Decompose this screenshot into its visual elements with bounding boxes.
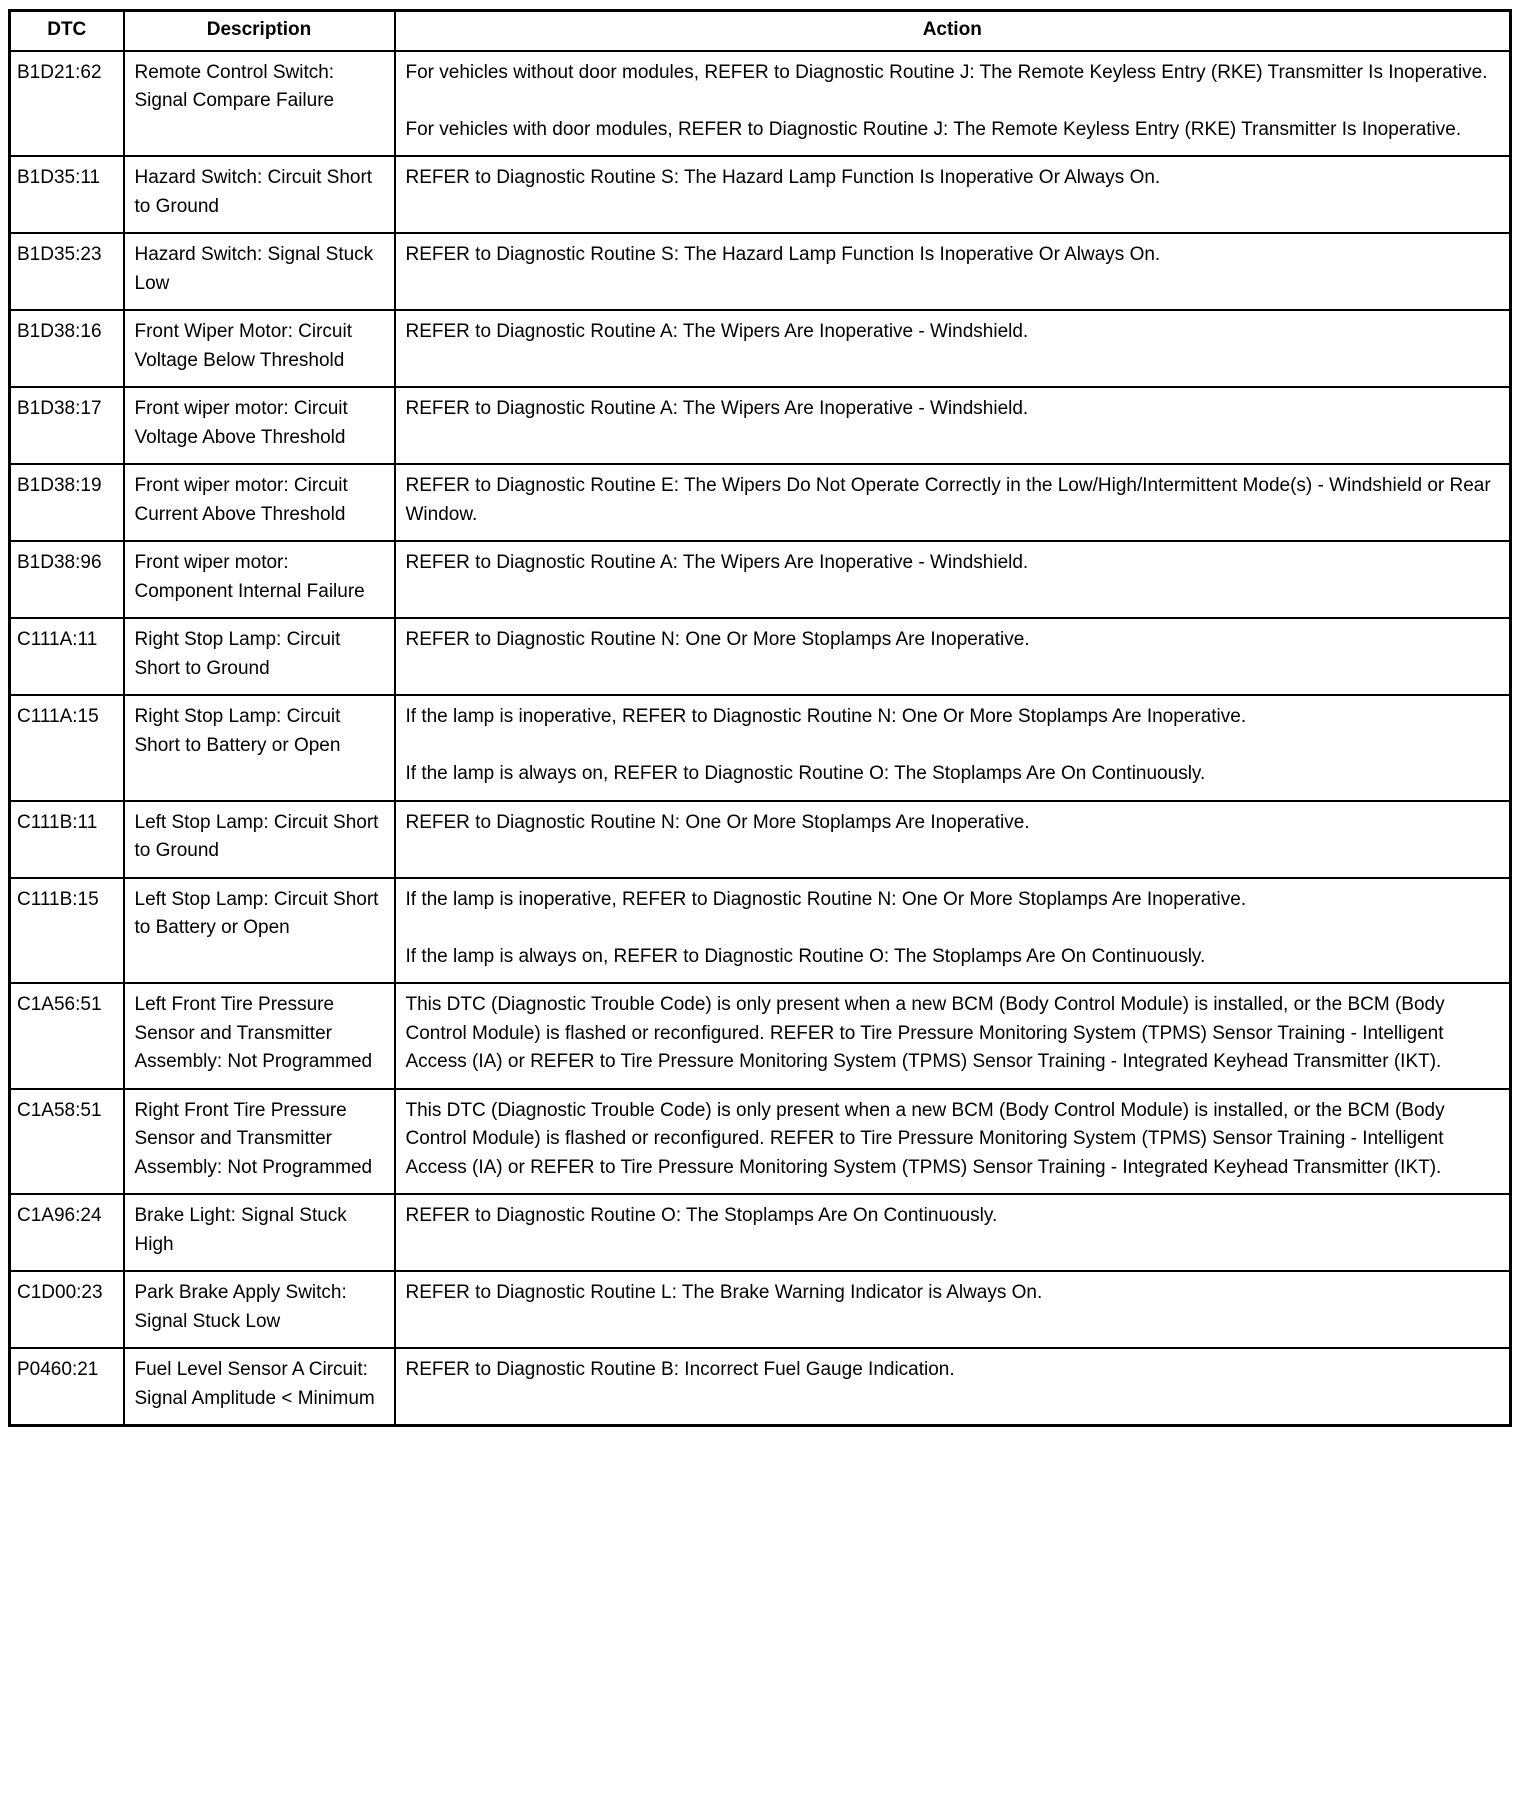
action-paragraph: This DTC (Diagnostic Trouble Code) is only present when a new BCM (Body Control Module) is installed, or the BCM (Body Control Module) is flashed or reconfigured. REFER to Tire Pressure Monitoring System (TPMS) Sensor Training - Intelligent Access (IA) or REFER to Tire Pressure Monitoring System (TPMS) Sensor Training - Integrated Keyhead Transmitter (IKT). [405,994,1445,1072]
dtc-code-cell: C111A:15 [10,695,124,801]
table-row [10,1194,1511,1271]
description-cell: Left Stop Lamp: Circuit Short to Battery or Open [124,878,395,984]
dtc-table [8,9,1512,1427]
action-cell [395,983,1511,1089]
column-header-description: Description [124,11,395,51]
action-paragraph: If the lamp is always on, REFER to Diagnostic Routine O: The Stoplamps Are On Continuously. [405,945,1206,967]
action-cell [395,233,1511,310]
action-paragraph: REFER to Diagnostic Routine E: The Wipers Do Not Operate Correctly in the Low/High/Intermittent Mode(s) - Windshield or Rear Window. [405,475,1491,525]
action-paragraph: REFER to Diagnostic Routine O: The Stoplamps Are On Continuously. [405,1205,998,1226]
table-row [10,156,1511,233]
dtc-code-cell: C1A56:51 [10,983,124,1089]
table-header-row [10,11,1511,51]
action-paragraph: For vehicles without door modules, REFER to Diagnostic Routine J: The Remote Keyless Entry (RKE) Transmitter Is Inoperative. [405,61,1488,83]
table-row [10,618,1511,695]
dtc-code-cell: C1A58:51 [10,1089,124,1195]
dtc-code-cell: C1D00:23 [10,1271,124,1348]
description-cell: Remote Control Switch: Signal Compare Failure [124,51,395,157]
action-paragraph: REFER to Diagnostic Routine A: The Wipers Are Inoperative - Windshield. [405,552,1029,573]
action-paragraph: REFER to Diagnostic Routine N: One Or More Stoplamps Are Inoperative. [405,629,1030,650]
action-cell [395,878,1511,984]
description-cell: Front wiper motor: Circuit Voltage Above Threshold [124,387,395,464]
action-paragraph: REFER to Diagnostic Routine S: The Hazard Lamp Function Is Inoperative Or Always On. [405,244,1161,265]
action-paragraph: If the lamp is always on, REFER to Diagnostic Routine O: The Stoplamps Are On Continuously. [405,763,1206,784]
action-paragraph: REFER to Diagnostic Routine S: The Hazard Lamp Function Is Inoperative Or Always On. [405,167,1161,188]
action-cell [395,1089,1511,1195]
description-cell: Hazard Switch: Signal Stuck Low [124,233,395,310]
description-cell: Brake Light: Signal Stuck High [124,1194,395,1271]
action-paragraph: REFER to Diagnostic Routine N: One Or More Stoplamps Are Inoperative. [405,811,1030,833]
dtc-code-cell: C111B:15 [10,878,124,984]
table-row [10,1348,1511,1426]
description-cell: Right Stop Lamp: Circuit Short to Battery or Open [124,695,395,801]
dtc-code-cell: B1D35:23 [10,233,124,310]
table-body [10,51,1511,1426]
table-row [10,695,1511,801]
description-cell: Front wiper motor: Component Internal Failure [124,541,395,618]
dtc-code-cell: C111A:11 [10,618,124,695]
table-row [10,1271,1511,1348]
dtc-code-cell: P0460:21 [10,1348,124,1426]
description-cell: Right Front Tire Pressure Sensor and Transmitter Assembly: Not Programmed [124,1089,395,1195]
description-cell: Front wiper motor: Circuit Current Above Threshold [124,464,395,541]
dtc-code-cell: B1D38:19 [10,464,124,541]
table-row [10,387,1511,464]
description-cell: Fuel Level Sensor A Circuit: Signal Amplitude < Minimum [124,1348,395,1426]
action-paragraph: If the lamp is inoperative, REFER to Diagnostic Routine N: One Or More Stoplamps Are Inoperative. [405,706,1247,727]
action-paragraph: REFER to Diagnostic Routine A: The Wipers Are Inoperative - Windshield. [405,321,1029,342]
action-cell [395,51,1511,157]
description-cell: Park Brake Apply Switch: Signal Stuck Low [124,1271,395,1348]
action-cell [395,618,1511,695]
description-cell: Right Stop Lamp: Circuit Short to Ground [124,618,395,695]
action-paragraph: If the lamp is inoperative, REFER to Diagnostic Routine N: One Or More Stoplamps Are Inoperative. [405,888,1247,910]
action-cell [395,695,1511,801]
table-row [10,1089,1511,1195]
column-header-dtc: DTC [10,11,124,51]
table-row [10,310,1511,387]
table-row [10,983,1511,1089]
description-cell: Front Wiper Motor: Circuit Voltage Below Threshold [124,310,395,387]
description-cell: Hazard Switch: Circuit Short to Ground [124,156,395,233]
dtc-code-cell: C1A96:24 [10,1194,124,1271]
table-row [10,233,1511,310]
action-cell [395,541,1511,618]
action-cell [395,1348,1511,1426]
dtc-code-cell: B1D21:62 [10,51,124,157]
dtc-code-cell: B1D38:17 [10,387,124,464]
action-cell [395,310,1511,387]
action-cell [395,1194,1511,1271]
dtc-code-cell: B1D38:16 [10,310,124,387]
column-header-action: Action [395,11,1511,51]
action-paragraph: REFER to Diagnostic Routine B: Incorrect Fuel Gauge Indication. [405,1359,955,1380]
action-paragraph: For vehicles with door modules, REFER to Diagnostic Routine J: The Remote Keyless Entry (RKE) Transmitter Is Inoperative. [405,118,1462,140]
dtc-code-cell: B1D38:96 [10,541,124,618]
action-cell [395,156,1511,233]
table-row [10,801,1511,878]
table-row [10,541,1511,618]
action-paragraph: This DTC (Diagnostic Trouble Code) is only present when a new BCM (Body Control Module) is installed, or the BCM (Body Control Module) is flashed or reconfigured. REFER to Tire Pressure Monitoring System (TPMS) Sensor Training - Intelligent Access (IA) or REFER to Tire Pressure Monitoring System (TPMS) Sensor Training - Integrated Keyhead Transmitter (IKT). [405,1099,1445,1178]
dtc-code-cell: B1D35:11 [10,156,124,233]
table-row [10,51,1511,157]
action-cell [395,464,1511,541]
action-cell [395,801,1511,878]
description-cell: Left Front Tire Pressure Sensor and Transmitter Assembly: Not Programmed [124,983,395,1089]
action-cell [395,387,1511,464]
table-row [10,878,1511,984]
table-row [10,464,1511,541]
action-cell [395,1271,1511,1348]
action-paragraph: REFER to Diagnostic Routine L: The Brake Warning Indicator is Always On. [405,1282,1043,1303]
description-cell: Left Stop Lamp: Circuit Short to Ground [124,801,395,878]
dtc-code-cell: C111B:11 [10,801,124,878]
action-paragraph: REFER to Diagnostic Routine A: The Wipers Are Inoperative - Windshield. [405,398,1029,419]
